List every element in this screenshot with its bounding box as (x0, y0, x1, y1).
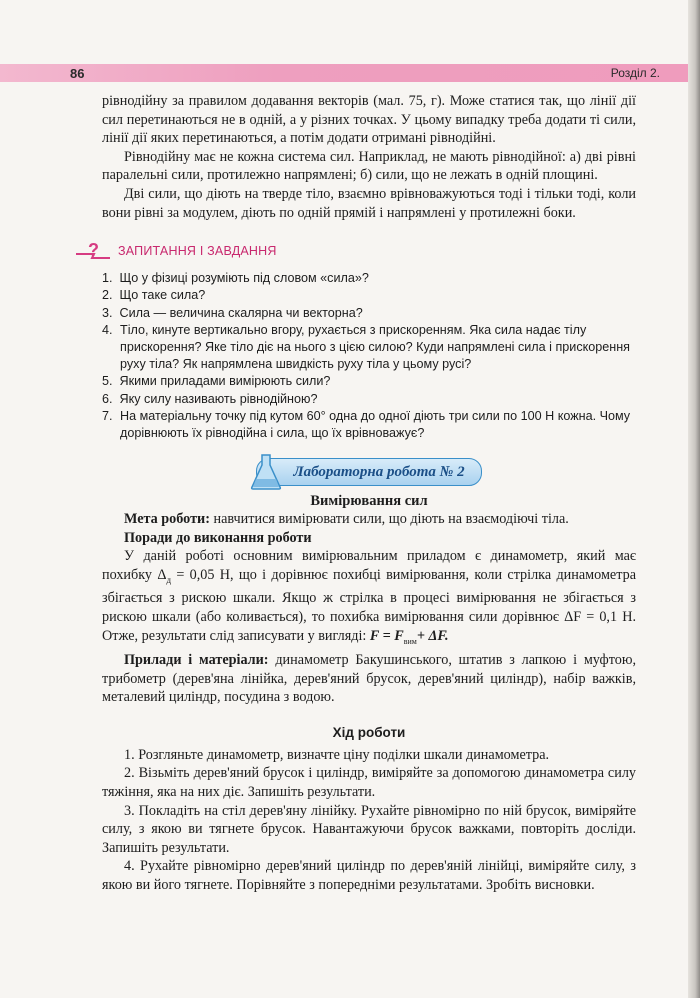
lab-materials: Прилади і матеріали: динамометр Бакушинського, штатив з лапкою і муфтою, трибометр (дерев'яна лінійка, дерев'яний брусок, дерев'яний циліндр), набір важків, металевий циліндр, посудина з водою. (102, 652, 636, 706)
question-mark-icon (74, 240, 112, 262)
questions-title: ЗАПИТАННЯ І ЗАВДАННЯ (118, 244, 277, 259)
lab-goal: Мета роботи: навчитися вимірювати сили, що діють на взаємодіючі тіла. (124, 511, 569, 528)
paragraph-1: рівнодійну за правилом додавання векторів (мал. 75, г). Може статися так, що лінії дії сил перетинаються не в одній, а у різних точках. У цьому випадку треба додати ті сили, лінії дії яких перетинаються, а потім додати отримані рівнодійні. (102, 93, 636, 147)
flask-icon (249, 453, 283, 491)
question-item: 5. Якими приладами вимірюють сили? (102, 374, 331, 389)
paragraph-3: Дві сили, що діють на тверде тіло, взаємно врівноважуються тоді і тільки тоді, коли вони рівні за модулем, діють по одній прямій і напрямлені у протилежні боки. (102, 185, 636, 221)
lab-tips: У даній роботі основним вимірювальним приладом є динамометр, який має похибку $\Delta_д = 0,05$ Н, що і дорівнює похибці вимірювання, коли стрілка динамометра збігається з рискою шкали. Якщо ж стрілка в процесі вимірювання не збігається з рискою шкали (або коливається), то похибка вимірювання сили дорівнює ΔF = 0,1 Н. Отже, результати слід записувати у вигляді: $F = F_{вим}+ \Delta F$. (102, 548, 636, 646)
question-item: 1. Що у фізиці розуміють під словом «сила»? (102, 271, 369, 286)
question-item: 6. Яку силу називають рівнодійною? (102, 391, 318, 406)
lab-tips-title: Поради до виконання роботи (124, 529, 312, 546)
questions-list (102, 270, 636, 442)
lab-title: Вимірювання сил (310, 493, 428, 510)
questions-header (74, 240, 636, 262)
procedure-step-3: 3. Покладіть на стіл дерев'яну лінійку. Рухайте рівномірно по ній брусок, виміряйте силу, з якою ви тягнете брусок. Навантажуючи брусок важками, повторіть досліди. Запишіть результати. (102, 802, 636, 856)
lab-banner-wrap (102, 458, 636, 486)
procedure-step-2: 2. Візьміть дерев'яний брусок і циліндр, виміряйте за допомогою динамометра силу тяжіння, яка на них діє. Запишіть результати. (102, 765, 636, 800)
header-bar (0, 64, 688, 82)
lab-banner-text: Лабораторна робота № 2 (293, 463, 465, 480)
question-item: 7. На матеріальну точку під кутом 60° одна до одної діють три сили по 100 Н кожна. Чому дорівнюють їх рівнодійна і сила, що їх врівноважує? (102, 408, 631, 440)
chapter-label: Розділ 2. (610, 66, 660, 80)
page-number: 86 (70, 66, 85, 81)
svg-text:?: ? (88, 240, 99, 261)
procedure-title: Хід роботи (332, 724, 406, 740)
procedure-step-1: 1. Розгляньте динамометр, визначте ціну поділки шкали динамометра. (124, 746, 550, 763)
question-item: 3. Сила — величина скалярна чи векторна? (102, 305, 363, 320)
page-edge (688, 0, 700, 998)
question-item: 2. Що таке сила? (102, 288, 206, 303)
lab-banner (256, 458, 481, 486)
question-item: 4. Тіло, кинуте вертикально вгору, рухається з прискоренням. Яка сила надає тілу прискорення? Яке тіло діє на нього з цією силою? Куди напрямлені сила і прискорення руху тіла? Як напрямлена швидкість руху тіла у цьому русі? (102, 322, 631, 372)
paragraph-2: Рівнодійну має не кожна система сил. Наприклад, не мають рівнодійної: а) дві рівні паралельні сили, протилежно напрямлені; б) сили, що не лежать в одній площині. (102, 148, 636, 184)
procedure-step-4: 4. Рухайте рівномірно дерев'яний циліндр по дерев'яній лінійці, виміряйте силу, з якою ви його тягнете. Порівняйте з попередніми результатами. Зробіть висновки. (102, 858, 636, 893)
page-content (88, 92, 636, 895)
